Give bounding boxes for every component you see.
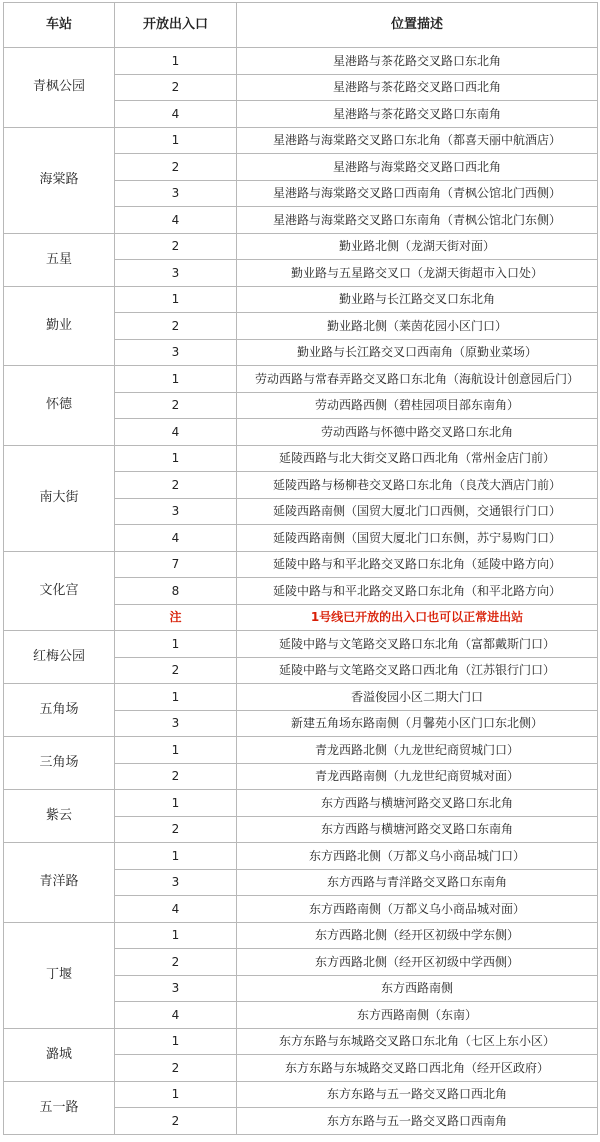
location-description-cell: 东方东路与东城路交叉路口西北角（经开区政府） <box>237 1055 598 1082</box>
location-description-cell: 星港路与茶花路交叉路口东南角 <box>237 101 598 128</box>
location-description-cell: 延陵中路与和平北路交叉路口东北角（和平北路方向） <box>237 578 598 605</box>
exit-number-cell: 1 <box>115 737 237 764</box>
exit-number-cell: 8 <box>115 578 237 605</box>
exit-number-cell: 1 <box>115 790 237 817</box>
exit-number-cell: 2 <box>115 1055 237 1082</box>
exit-number-cell: 2 <box>115 816 237 843</box>
location-description-cell: 东方西路南侧（东南） <box>237 1002 598 1029</box>
note-text: 1号线已开放的出入口也可以正常进出站 <box>237 604 598 631</box>
exit-number-cell: 1 <box>115 366 237 393</box>
location-description-cell: 香溢俊园小区二期大门口 <box>237 684 598 711</box>
location-description-cell: 星港路与海棠路交叉路口东北角（都喜天丽中航酒店） <box>237 127 598 154</box>
location-description-cell: 新建五角场东路南侧（月馨苑小区门口东北侧） <box>237 710 598 737</box>
exit-number-cell: 1 <box>115 684 237 711</box>
exit-number-cell: 1 <box>115 286 237 313</box>
exit-number-cell: 1 <box>115 1081 237 1108</box>
table-row <box>4 737 598 764</box>
table-row <box>4 445 598 472</box>
location-description-cell: 延陵西路与北大街交叉路口西北角（常州金店门前） <box>237 445 598 472</box>
location-description-cell: 东方西路南侧（万都义乌小商品城对面） <box>237 896 598 923</box>
station-name-cell: 文化宫 <box>4 551 115 631</box>
exit-number-cell: 1 <box>115 1028 237 1055</box>
station-name-cell: 潞城 <box>4 1028 115 1081</box>
table-row <box>4 551 598 578</box>
exit-number-cell: 4 <box>115 101 237 128</box>
location-description-cell: 东方西路北侧（经开区初级中学西侧） <box>237 949 598 976</box>
header-location: 位置描述 <box>237 3 598 48</box>
table-row <box>4 48 598 75</box>
table-row <box>4 922 598 949</box>
exit-number-cell: 3 <box>115 869 237 896</box>
exit-number-cell: 7 <box>115 551 237 578</box>
location-description-cell: 勤业路与长江路交叉口西南角（原勤业菜场） <box>237 339 598 366</box>
exit-number-cell: 3 <box>115 498 237 525</box>
location-description-cell: 延陵中路与文笔路交叉路口西北角（江苏银行门口） <box>237 657 598 684</box>
table-row <box>4 843 598 870</box>
exit-number-cell: 4 <box>115 1002 237 1029</box>
exit-number-cell: 1 <box>115 48 237 75</box>
location-description-cell: 勤业路与五星路交叉口（龙湖天街超市入口处） <box>237 260 598 287</box>
exit-number-cell: 1 <box>115 631 237 658</box>
location-description-cell: 劳动西路西侧（碧桂园项目部东南角） <box>237 392 598 419</box>
station-name-cell: 青洋路 <box>4 843 115 923</box>
exit-number-cell: 2 <box>115 392 237 419</box>
location-description-cell: 勤业路北侧（莱茵花园小区门口） <box>237 313 598 340</box>
location-description-cell: 勤业路与长江路交叉口东北角 <box>237 286 598 313</box>
exit-number-cell: 1 <box>115 127 237 154</box>
exit-number-cell: 2 <box>115 949 237 976</box>
station-exit-table <box>3 2 598 1135</box>
exit-number-cell: 3 <box>115 710 237 737</box>
location-description-cell: 星港路与海棠路交叉路口西北角 <box>237 154 598 181</box>
location-description-cell: 延陵西路南侧（国贸大厦北门口西侧，交通银行门口） <box>237 498 598 525</box>
exit-number-cell: 4 <box>115 896 237 923</box>
exit-number-cell: 3 <box>115 180 237 207</box>
exit-number-cell: 3 <box>115 260 237 287</box>
station-name-cell: 紫云 <box>4 790 115 843</box>
location-description-cell: 星港路与茶花路交叉路口西北角 <box>237 74 598 101</box>
location-description-cell: 延陵中路与和平北路交叉路口东北角（延陵中路方向） <box>237 551 598 578</box>
header-station: 车站 <box>4 3 115 48</box>
station-name-cell: 海棠路 <box>4 127 115 233</box>
table-row <box>4 366 598 393</box>
location-description-cell: 劳动西路与常春弄路交叉路口东北角（海航设计创意园后门） <box>237 366 598 393</box>
location-description-cell: 劳动西路与怀德中路交叉路口东北角 <box>237 419 598 446</box>
station-name-cell: 青枫公园 <box>4 48 115 128</box>
table-body <box>4 48 598 1135</box>
location-description-cell: 东方东路与东城路交叉路口东北角（七区上东小区） <box>237 1028 598 1055</box>
location-description-cell: 东方西路与青洋路交叉路口东南角 <box>237 869 598 896</box>
exit-number-cell: 2 <box>115 1108 237 1135</box>
exit-number-cell: 2 <box>115 233 237 260</box>
location-description-cell: 东方西路与横塘河路交叉路口东南角 <box>237 816 598 843</box>
location-description-cell: 青龙西路北侧（九龙世纪商贸城门口） <box>237 737 598 764</box>
exit-number-cell: 1 <box>115 843 237 870</box>
station-name-cell: 五星 <box>4 233 115 286</box>
exit-number-cell: 2 <box>115 657 237 684</box>
table-row <box>4 1081 598 1108</box>
station-name-cell: 南大街 <box>4 445 115 551</box>
location-description-cell: 东方西路南侧 <box>237 975 598 1002</box>
table-row <box>4 127 598 154</box>
exit-number-cell: 3 <box>115 975 237 1002</box>
exit-number-cell: 4 <box>115 207 237 234</box>
location-description-cell: 东方西路北侧（万都义乌小商品城门口） <box>237 843 598 870</box>
location-description-cell: 延陵西路与杨柳巷交叉路口东北角（良茂大酒店门前） <box>237 472 598 499</box>
location-description-cell: 星港路与海棠路交叉路口西南角（青枫公馆北门西侧） <box>237 180 598 207</box>
location-description-cell: 延陵西路南侧（国贸大厦北门口东侧，苏宁易购门口） <box>237 525 598 552</box>
location-description-cell: 星港路与茶花路交叉路口东北角 <box>237 48 598 75</box>
location-description-cell: 青龙西路南侧（九龙世纪商贸城对面） <box>237 763 598 790</box>
station-name-cell: 五一路 <box>4 1081 115 1134</box>
table-row <box>4 684 598 711</box>
exit-number-cell: 1 <box>115 445 237 472</box>
exit-number-cell: 3 <box>115 339 237 366</box>
table-row <box>4 1028 598 1055</box>
location-description-cell: 东方东路与五一路交叉路口西南角 <box>237 1108 598 1135</box>
station-name-cell: 五角场 <box>4 684 115 737</box>
table-row <box>4 631 598 658</box>
exit-number-cell: 4 <box>115 419 237 446</box>
exit-number-cell: 2 <box>115 472 237 499</box>
station-name-cell: 红梅公园 <box>4 631 115 684</box>
table-row <box>4 233 598 260</box>
location-description-cell: 延陵中路与文笔路交叉路口东北角（富都戴斯门口） <box>237 631 598 658</box>
table-row <box>4 286 598 313</box>
location-description-cell: 勤业路北侧（龙湖天街对面） <box>237 233 598 260</box>
station-name-cell: 勤业 <box>4 286 115 366</box>
station-name-cell: 三角场 <box>4 737 115 790</box>
location-description-cell: 东方西路北侧（经开区初级中学东侧） <box>237 922 598 949</box>
table-row <box>4 790 598 817</box>
exit-number-cell: 2 <box>115 154 237 181</box>
location-description-cell: 东方东路与五一路交叉路口西北角 <box>237 1081 598 1108</box>
header-row <box>4 3 598 48</box>
location-description-cell: 东方西路与横塘河路交叉路口东北角 <box>237 790 598 817</box>
exit-number-cell: 2 <box>115 763 237 790</box>
exit-number-cell: 2 <box>115 313 237 340</box>
exit-number-cell: 2 <box>115 74 237 101</box>
station-name-cell: 丁堰 <box>4 922 115 1028</box>
header-exit: 开放出入口 <box>115 3 237 48</box>
note-label: 注 <box>115 604 237 631</box>
location-description-cell: 星港路与海棠路交叉路口东南角（青枫公馆北门东侧） <box>237 207 598 234</box>
station-name-cell: 怀德 <box>4 366 115 446</box>
exit-number-cell: 4 <box>115 525 237 552</box>
exit-number-cell: 1 <box>115 922 237 949</box>
